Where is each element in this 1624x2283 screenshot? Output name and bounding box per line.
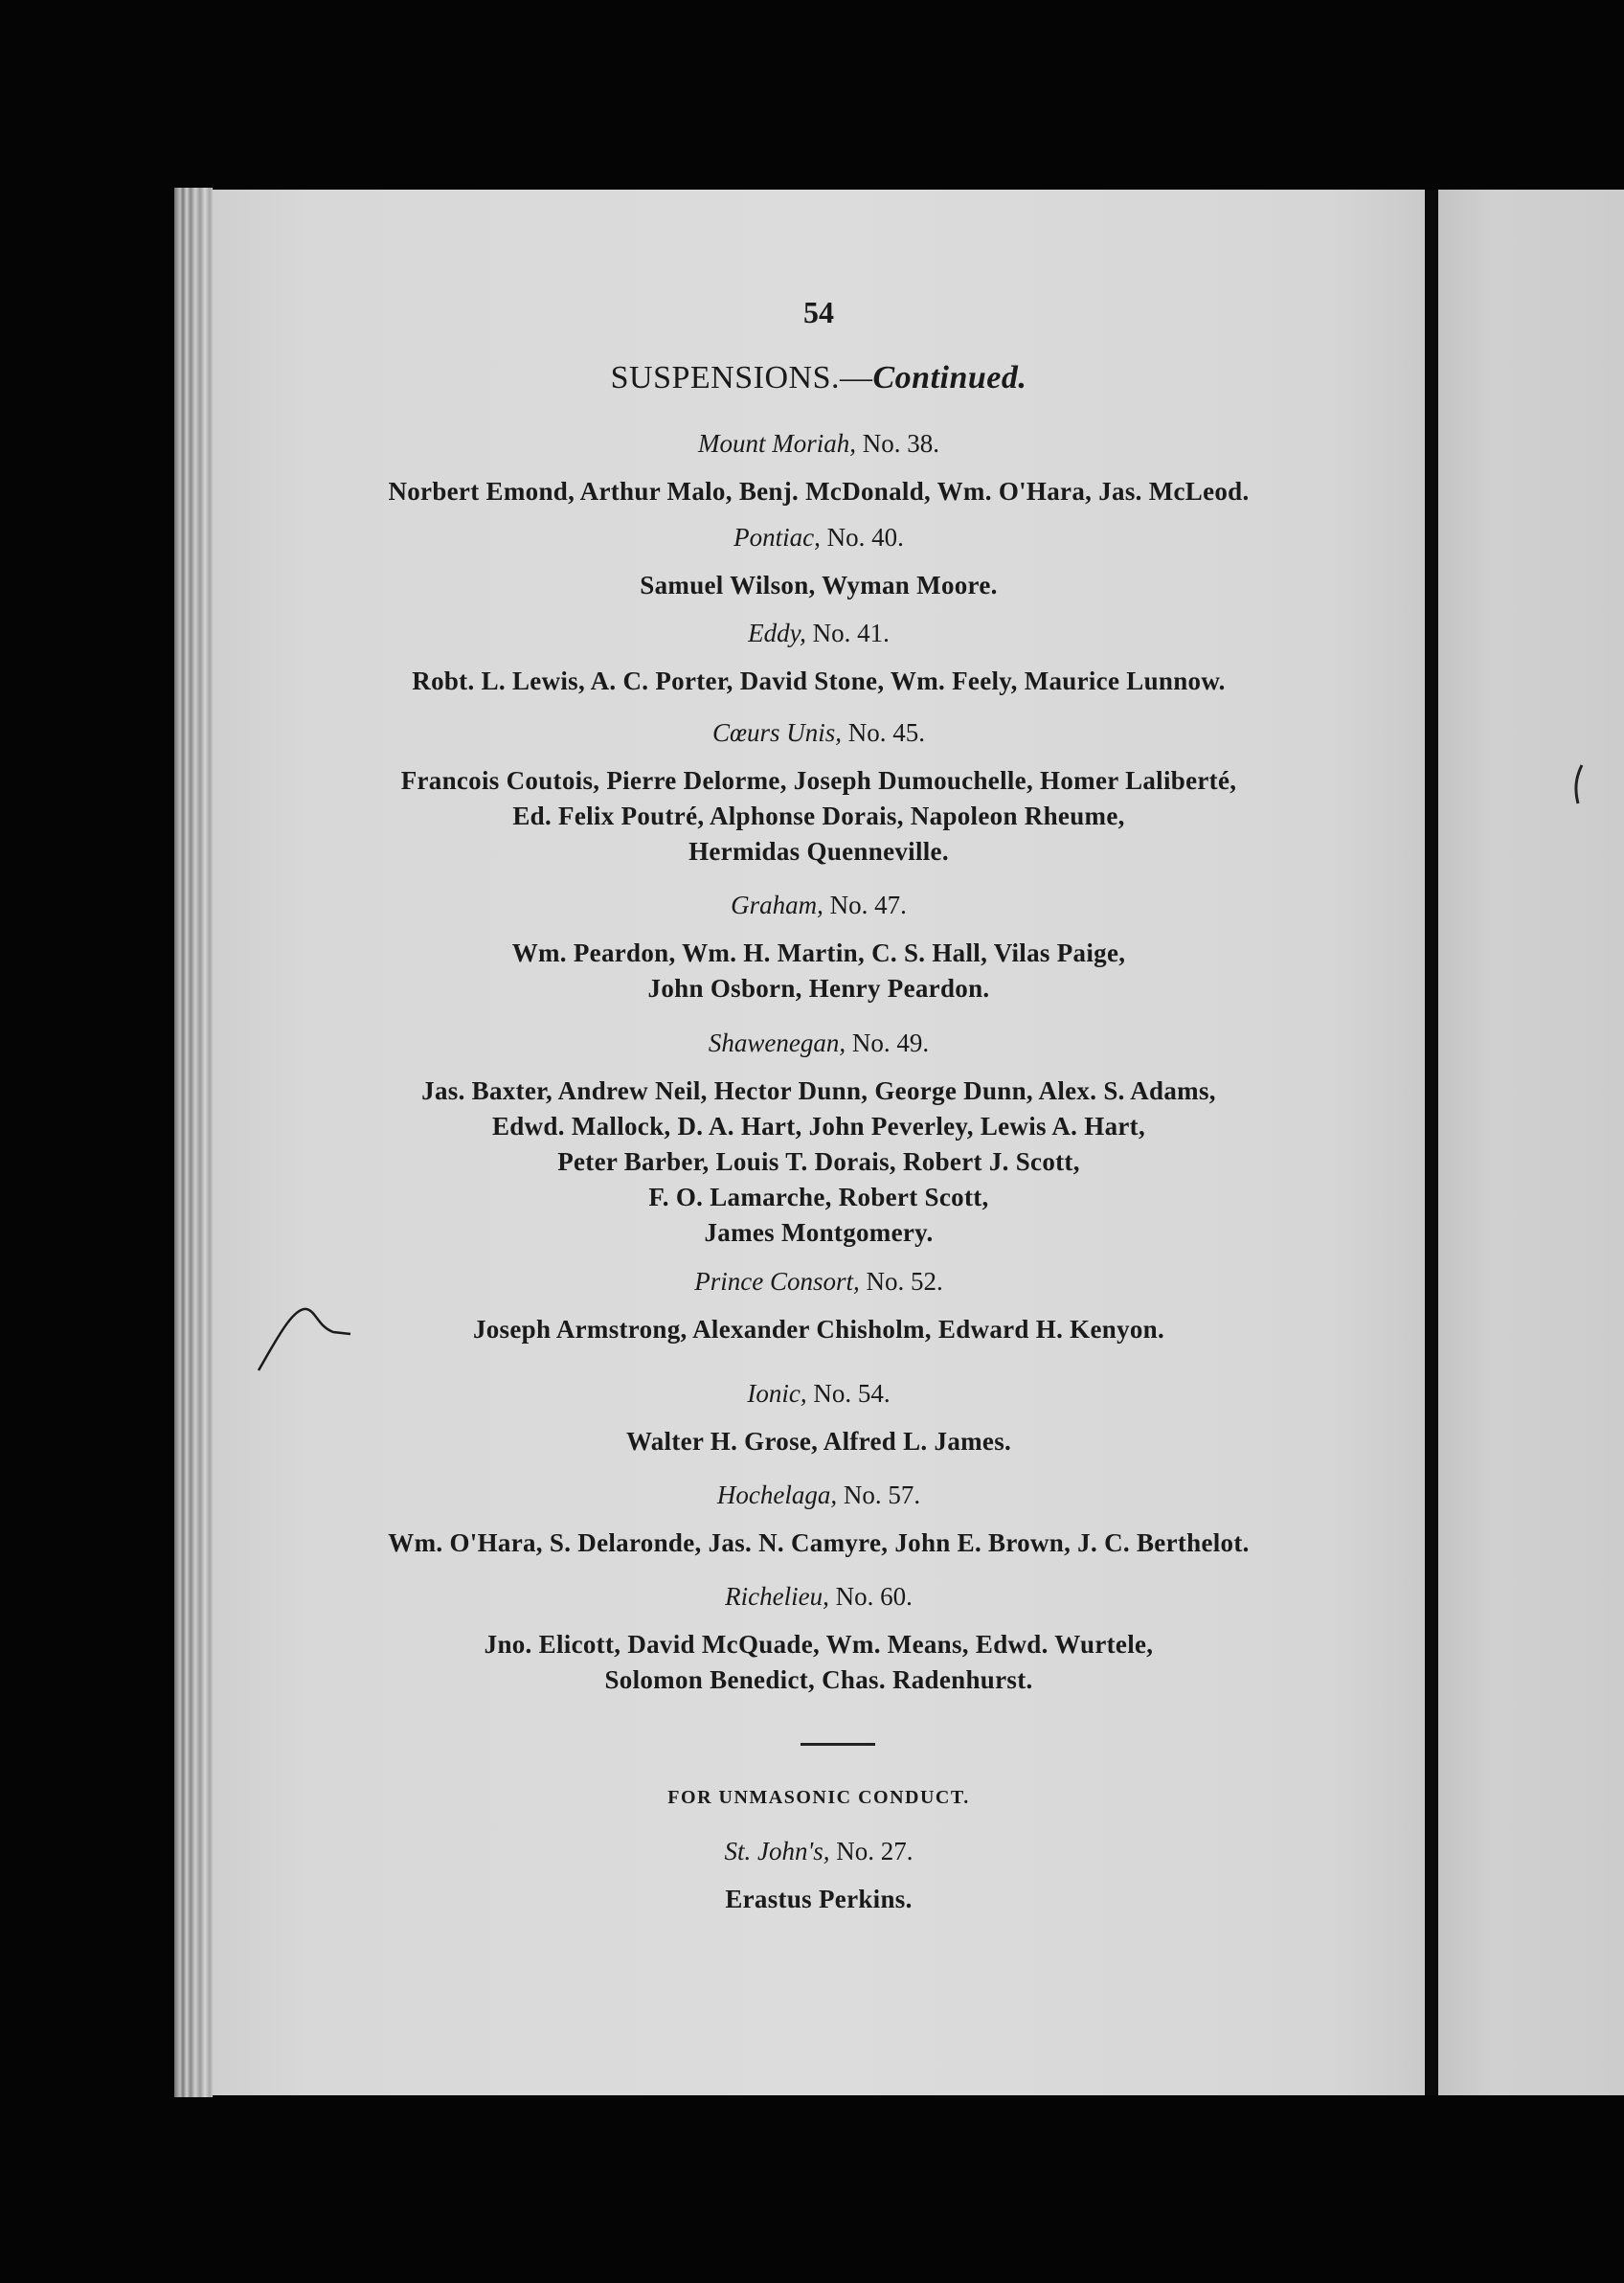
member-names-line: Erastus Perkins. (725, 1885, 913, 1913)
lodge-heading (213, 429, 1425, 459)
lodge-heading (213, 619, 1425, 648)
member-names-line: Jas. Baxter, Andrew Neil, Hector Dunn, George Dunn, Alex. S. Adams, (421, 1076, 1216, 1105)
member-names-line: Wm. Peardon, Wm. H. Martin, C. S. Hall, Vilas Paige, (511, 938, 1126, 967)
lodge-name: Eddy, (748, 619, 806, 647)
lodge-name: Richelieu, (725, 1582, 829, 1611)
lodge-heading (213, 1028, 1425, 1058)
lodge-name: Cœurs Unis, (711, 718, 843, 747)
facing-page (1438, 190, 1624, 2095)
lodge-name: St. John's, (724, 1837, 830, 1865)
lodge-number: No. 47. (829, 891, 907, 919)
lodge-number: No. 38. (862, 429, 939, 458)
handwritten-mark (257, 1298, 362, 1374)
lodge-number: No. 60. (835, 1582, 913, 1611)
lodge-name: Shawenegan, (708, 1028, 846, 1057)
member-names-line: Joseph Armstrong, Alexander Chisholm, Edward H. Kenyon. (472, 1315, 1165, 1344)
lodge-number: No. 45. (847, 718, 926, 747)
heading-continued: Continued. (872, 360, 1027, 396)
lodge-number: No. 41. (812, 619, 890, 647)
member-names-line: Francois Coutois, Pierre Delorme, Joseph Dumouchelle, Homer Laliberté, (400, 766, 1237, 795)
lodge-number: No. 49. (851, 1028, 930, 1057)
lodge-name: Prince Consort, (694, 1267, 860, 1296)
lodge-name: Hochelaga, (716, 1481, 838, 1509)
member-names-line: Jno. Elicott, David McQuade, Wm. Means, Edwd. Wurtele, (484, 1630, 1154, 1659)
heading-main: SUSPENSIONS.— (610, 360, 873, 396)
lodge-number: No. 52. (866, 1267, 943, 1296)
lodge-heading (213, 1481, 1425, 1510)
member-names-line: Solomon Benedict, Chas. Radenhurst. (604, 1665, 1033, 1694)
member-names-line: Hermidas Quenneville. (688, 837, 949, 866)
lodge-heading (213, 1582, 1425, 1612)
page-gutter (1425, 190, 1438, 2095)
section-divider (801, 1743, 875, 1746)
member-names-line: F. O. Lamarche, Robert Scott, (648, 1183, 989, 1211)
member-names-line: Walter H. Grose, Alfred L. James. (625, 1427, 1012, 1456)
lodge-heading (213, 718, 1425, 748)
lodge-name: Pontiac, (733, 523, 821, 552)
member-names-line: Robt. L. Lewis, A. C. Porter, David Stone, Wm. Feely, Maurice Lunnow. (412, 667, 1226, 695)
lodge-number: No. 40. (826, 523, 904, 552)
book-edge (174, 188, 213, 2097)
lodge-number: No. 57. (843, 1481, 921, 1509)
member-names-line: Norbert Emond, Arthur Malo, Benj. McDonald, Wm. O'Hara, Jas. McLeod. (388, 477, 1250, 506)
member-names-line: Wm. O'Hara, S. Delaronde, Jas. N. Camyre, John E. Brown, J. C. Berthelot. (388, 1528, 1250, 1557)
scanned-page (213, 190, 1425, 2095)
lodge-heading (213, 1267, 1425, 1297)
section-heading-unmasonic: FOR UNMASONIC CONDUCT. (667, 1787, 970, 1808)
lodge-name: Mount Moriah, (698, 429, 856, 458)
member-names-line: James Montgomery. (704, 1218, 934, 1247)
member-names-line: Edwd. Mallock, D. A. Hart, John Peverley, Lewis A. Hart, (491, 1112, 1146, 1141)
member-names-line: Peter Barber, Louis T. Dorais, Robert J. Scott, (557, 1147, 1080, 1176)
lodge-heading (213, 1837, 1425, 1866)
lodge-name: Ionic, (747, 1379, 807, 1408)
page-number: 54 (803, 295, 834, 329)
lodge-number: No. 54. (813, 1379, 891, 1408)
lodge-heading (213, 523, 1425, 553)
member-names-line: Samuel Wilson, Wyman Moore. (640, 571, 998, 599)
member-names-line: Ed. Felix Poutré, Alphonse Dorais, Napoleon Rheume, (512, 802, 1125, 830)
margin-mark (1570, 761, 1590, 809)
page-heading (213, 360, 1425, 396)
lodge-heading (213, 1379, 1425, 1409)
lodge-heading (213, 891, 1425, 920)
lodge-name: Graham, (731, 891, 823, 919)
member-names-line: John Osborn, Henry Peardon. (647, 974, 990, 1003)
lodge-number: No. 27. (836, 1837, 914, 1865)
